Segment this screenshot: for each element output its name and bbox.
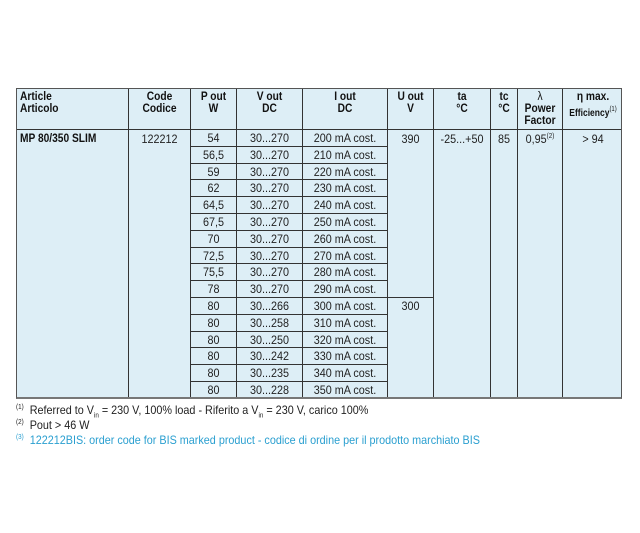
header-i-out bbox=[309, 90, 380, 114]
row-divider bbox=[190, 297, 388, 298]
header-ta bbox=[438, 90, 486, 114]
p-out-cell: 67,5 bbox=[202, 215, 225, 229]
i-out-cell: 220 mA cost. bbox=[313, 165, 377, 179]
row-divider bbox=[190, 314, 388, 315]
column-divider bbox=[433, 89, 434, 397]
v-out-cell: 30...270 bbox=[249, 198, 290, 212]
tc-value: 85 bbox=[497, 132, 511, 146]
column-divider bbox=[302, 89, 303, 397]
header-text: U out bbox=[397, 89, 424, 103]
i-out-cell: 200 mA cost. bbox=[313, 131, 377, 145]
row-divider bbox=[190, 247, 388, 248]
p-out-cell: 62 bbox=[207, 181, 220, 195]
row-divider bbox=[190, 364, 388, 365]
header-text: tc bbox=[499, 89, 509, 103]
row-divider bbox=[190, 163, 388, 164]
header-text: Power bbox=[524, 101, 556, 115]
p-out-cell: 64,5 bbox=[202, 198, 225, 212]
column-divider bbox=[490, 89, 491, 397]
i-out-cell: 310 mA cost. bbox=[313, 316, 377, 330]
header-text: Factor bbox=[524, 113, 556, 127]
footnote-2 bbox=[16, 418, 89, 432]
footnote-text: Referred to V bbox=[29, 403, 94, 417]
i-out-cell: 270 mA cost. bbox=[313, 249, 377, 263]
v-out-cell: 30...242 bbox=[249, 349, 290, 363]
u-out-divider bbox=[387, 297, 433, 298]
footnote-text: 122212BIS: order code for BIS marked product - codice di ordine per il prodotto marchiato BIS bbox=[29, 433, 480, 447]
header-text: V out bbox=[256, 89, 283, 103]
i-out-cell: 240 mA cost. bbox=[313, 198, 377, 212]
power-factor-value bbox=[520, 132, 560, 146]
header-text: °C bbox=[498, 101, 510, 115]
i-out-cell: 320 mA cost. bbox=[313, 333, 377, 347]
row-divider bbox=[190, 146, 388, 147]
footnote-ref: (2) bbox=[546, 133, 555, 140]
header-text: η max. bbox=[576, 89, 610, 103]
v-out-cell: 30...270 bbox=[249, 265, 290, 279]
v-out-cell: 30...270 bbox=[249, 131, 290, 145]
subscript: in bbox=[93, 412, 99, 420]
header-code bbox=[134, 90, 186, 114]
ta-value: -25...+50 bbox=[440, 132, 484, 146]
subscript: in bbox=[258, 412, 264, 420]
footnote-mark: (1) bbox=[16, 404, 24, 411]
u-out-value: 390 bbox=[401, 132, 420, 146]
header-u-out bbox=[391, 90, 429, 114]
i-out-cell: 260 mA cost. bbox=[313, 232, 377, 246]
column-divider bbox=[236, 89, 237, 397]
header-text: DC bbox=[262, 101, 277, 115]
header-tc bbox=[493, 90, 515, 114]
row-divider bbox=[190, 280, 388, 281]
row-divider bbox=[190, 347, 388, 348]
column-divider bbox=[190, 89, 191, 397]
footnote-3 bbox=[16, 433, 480, 447]
p-out-cell: 80 bbox=[207, 333, 220, 347]
p-out-cell: 59 bbox=[207, 165, 220, 179]
column-divider bbox=[128, 89, 129, 397]
header-text: DC bbox=[337, 101, 353, 115]
row-divider bbox=[190, 331, 388, 332]
p-out-cell: 80 bbox=[207, 299, 220, 313]
p-out-cell: 72,5 bbox=[202, 249, 225, 263]
v-out-cell: 30...266 bbox=[249, 299, 290, 313]
i-out-cell: 330 mA cost. bbox=[313, 349, 377, 363]
header-text: Article bbox=[20, 89, 52, 103]
header-text: V bbox=[407, 101, 414, 115]
i-out-cell: 300 mA cost. bbox=[313, 299, 377, 313]
row-divider bbox=[190, 263, 388, 264]
footnote-mark: (3) bbox=[16, 434, 24, 441]
v-out-cell: 30...270 bbox=[249, 148, 290, 162]
header-text: P out bbox=[200, 89, 227, 103]
i-out-cell: 290 mA cost. bbox=[313, 282, 377, 296]
lambda-symbol: λ bbox=[537, 89, 543, 103]
header-power-factor bbox=[521, 90, 558, 126]
pf-text: 0,95 bbox=[525, 132, 547, 146]
v-out-cell: 30...235 bbox=[249, 366, 290, 380]
header-article bbox=[20, 90, 114, 114]
footnote-ref: (1) bbox=[609, 106, 617, 113]
v-out-cell: 30...270 bbox=[249, 181, 290, 195]
footnote-text: Pout > 46 W bbox=[29, 418, 90, 432]
article-code: 122212 bbox=[141, 132, 178, 146]
v-out-cell: 30...258 bbox=[249, 316, 290, 330]
efficiency-value: > 94 bbox=[582, 132, 604, 146]
u-out-value: 300 bbox=[401, 299, 420, 313]
header-text: I out bbox=[334, 89, 356, 103]
column-divider bbox=[562, 89, 563, 397]
p-out-cell: 78 bbox=[207, 282, 220, 296]
header-text: Efficiency bbox=[569, 108, 610, 119]
header-v-out bbox=[242, 90, 297, 114]
header-text: W bbox=[208, 101, 219, 115]
footnote-mark: (2) bbox=[16, 419, 24, 426]
v-out-cell: 30...270 bbox=[249, 249, 290, 263]
product-table bbox=[16, 88, 622, 399]
column-divider bbox=[387, 89, 388, 397]
p-out-cell: 80 bbox=[207, 366, 220, 380]
article-name: MP 80/350 SLIM bbox=[20, 131, 97, 145]
i-out-cell: 230 mA cost. bbox=[313, 181, 377, 195]
v-out-cell: 30...270 bbox=[249, 215, 290, 229]
header-text: °C bbox=[456, 101, 468, 115]
p-out-cell: 75,5 bbox=[202, 265, 225, 279]
p-out-cell: 70 bbox=[207, 232, 220, 246]
header-efficiency bbox=[568, 90, 619, 120]
v-out-cell: 30...270 bbox=[249, 165, 290, 179]
header-divider bbox=[17, 129, 621, 130]
v-out-cell: 30...228 bbox=[249, 383, 290, 397]
i-out-cell: 210 mA cost. bbox=[313, 148, 377, 162]
footnote-text: = 230 V, 100% load - Riferito a V bbox=[98, 403, 259, 417]
p-out-cell: 80 bbox=[207, 349, 220, 363]
p-out-cell: 54 bbox=[207, 131, 220, 145]
footnote-text: = 230 V, carico 100% bbox=[263, 403, 369, 417]
v-out-cell: 30...250 bbox=[249, 333, 290, 347]
row-divider bbox=[190, 381, 388, 382]
v-out-cell: 30...270 bbox=[249, 232, 290, 246]
header-text: Code bbox=[146, 89, 173, 103]
p-out-cell: 80 bbox=[207, 383, 220, 397]
i-out-cell: 280 mA cost. bbox=[313, 265, 377, 279]
header-text: ta bbox=[457, 89, 467, 103]
column-divider bbox=[517, 89, 518, 397]
row-divider bbox=[190, 179, 388, 180]
row-divider bbox=[190, 213, 388, 214]
i-out-cell: 350 mA cost. bbox=[313, 383, 377, 397]
p-out-cell: 80 bbox=[207, 316, 220, 330]
i-out-cell: 250 mA cost. bbox=[313, 215, 377, 229]
footnote-1 bbox=[16, 403, 368, 419]
p-out-cell: 56,5 bbox=[202, 148, 225, 162]
row-divider bbox=[190, 196, 388, 197]
row-divider bbox=[190, 230, 388, 231]
header-text: Articolo bbox=[20, 101, 59, 115]
v-out-cell: 30...270 bbox=[249, 282, 290, 296]
header-text: Codice bbox=[142, 101, 177, 115]
header-p-out bbox=[194, 90, 232, 114]
i-out-cell: 340 mA cost. bbox=[313, 366, 377, 380]
